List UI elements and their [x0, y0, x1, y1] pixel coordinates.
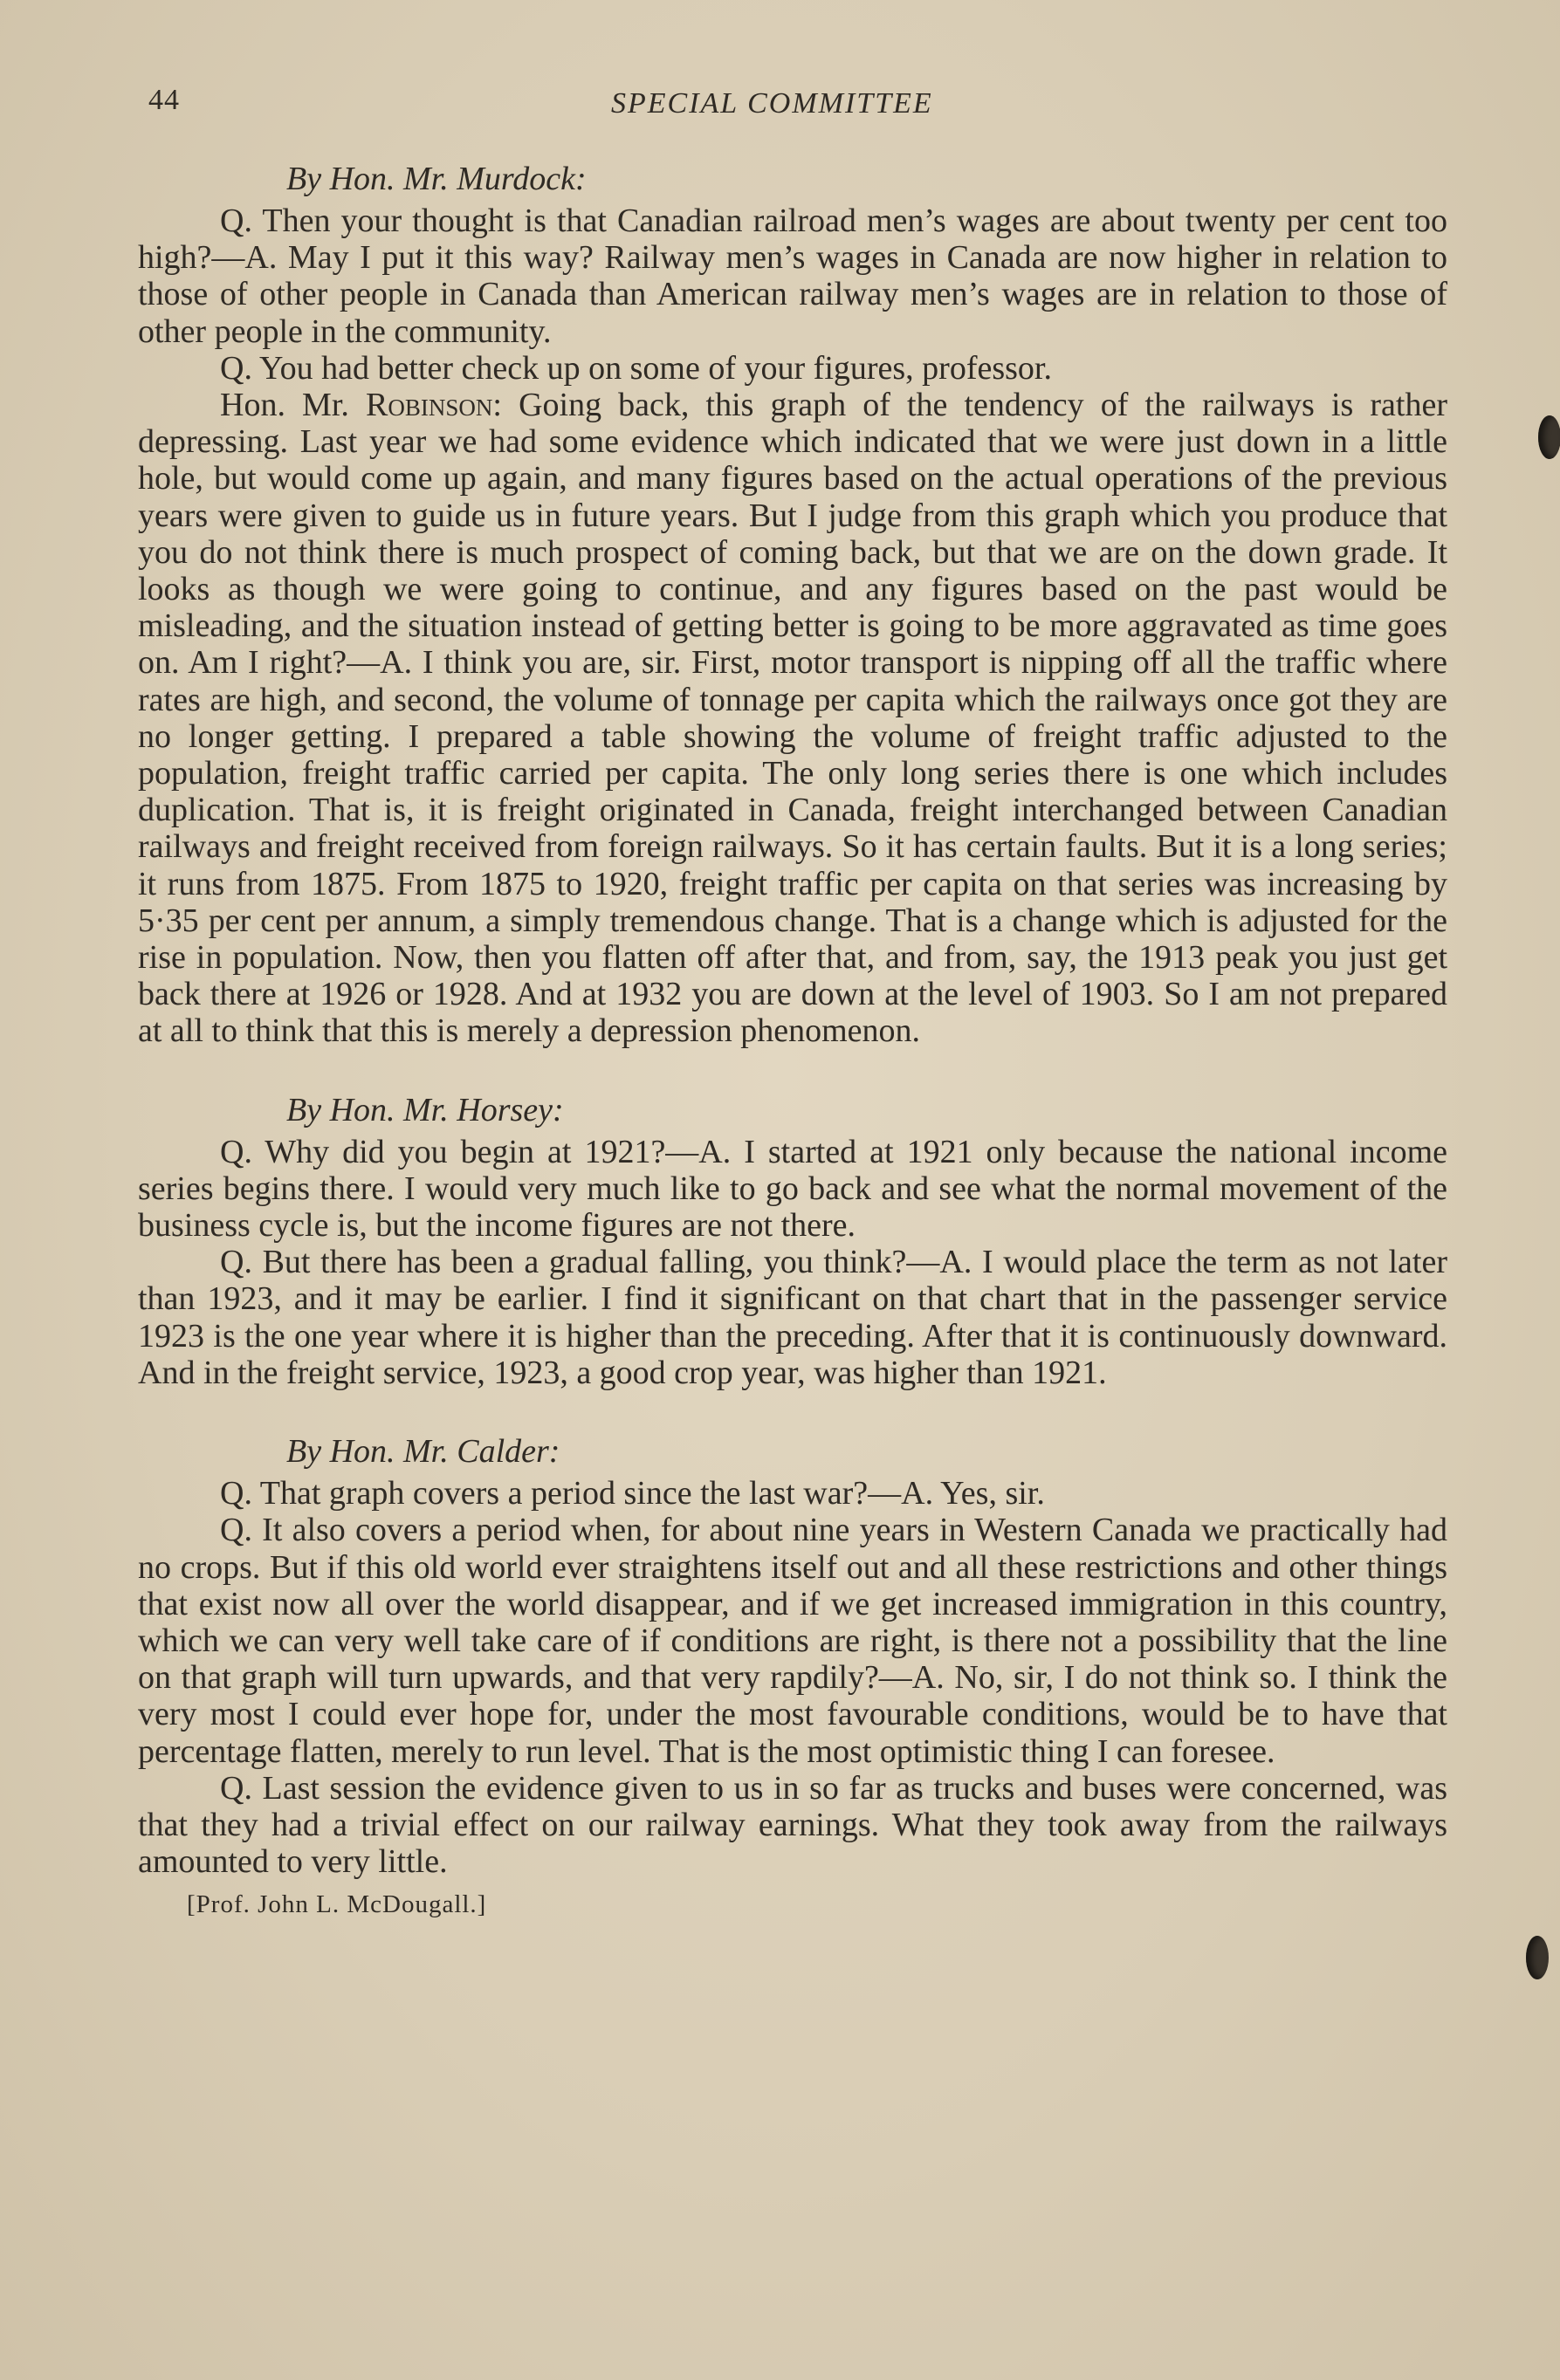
paragraph-robinson	[138, 387, 1447, 1050]
paragraph: Q. Then your thought is that Canadian railroad men’s wages are about twenty per cent too high?—A. May I put it this way? Railway men’s wages in Canada are now higher in relation to those of other people in Canada than American railway men’s wages are in relation to those of other people in the community.	[138, 202, 1447, 350]
speaker-prefix: Hon. Mr.	[220, 387, 367, 424]
speaker-heading-horsey: By Hon. Mr. Horsey:	[286, 1091, 564, 1128]
paragraph: Q. You had better check up on some of your figures, professor.	[220, 349, 1052, 387]
paragraph: Q. Last session the evidence given to us in so far as trucks and buses were concerned, was that they had a trivial effect on our railway earnings. What they took away from the railways amounted to very little.	[138, 1769, 1447, 1881]
speaker-heading-calder: By Hon. Mr. Calder:	[286, 1433, 560, 1471]
paragraph: Q. It also covers a period when, for about nine years in Western Canada we practically had no crops. But if this old world ever straightens itself out and all these restrictions and other things that exist now all over the world disappear, and if we get increased immigration in this country, which we can very well take care of if conditions are right, is there not a possibility that the line on that graph will turn upwards, and that very rapdily?—A. No, sir, I do not think so. I think the very most I could ever hope for, under the most favourable conditions, would be to have that percentage flatten, merely to run level. That is the most optimistic thing I can foresee.	[138, 1512, 1447, 1770]
statement-text: : Going back, this graph of the tendency of the railways is rather depressing. Last year we had some evidence which indicated that we were just down in a little hole, but would come up again, and many figures based on the actual operations of the previous years were given to guide us in future years. But I judge from this graph which you produce that you do not think there is much prospect of coming back, but that we are on the down grade. It looks as though we were going to continue, and any figures based on the past would be misleading, and the situation instead of getting better is going to be more aggravated as time goes on. Am I right?—A. I think you are, sir. First, motor transport is nipping off all the traffic where rates are high, and second, the volume of tonnage per capita which the railways once got they are no longer getting. I prepared a table showing the volume of freight traffic adjusted to the population, freight traffic carried per capita. The only long series there is one which includes duplication. That is, it is freight originated in Canada, freight interchanged between Canadian railways and freight received from foreign railways. So it has certain faults. But it is a long series; it runs from 1875. From 1875 to 1920, freight traffic per capita on that series was increasing by 5·35 per cent per annum, a simply tremendous change. That is a change which is adjusted for the rise in population. Now, then you flatten off after that, and from, say, the 1913 peak you just get back there at 1926 or 1928. And at 1932 you are down at the level of 1903. So I am not prepared at all to think that this is merely a depression phenomenon.	[138, 387, 1447, 1050]
punch-hole-icon	[1526, 1936, 1549, 1979]
paragraph: Q. But there has been a gradual falling, you think?—A. I would place the term as not later than 1923, and it may be earlier. I find it significant on that chart that in the passenger service 1923 is the one year where it is higher than the preceding. After that it is continuously downward. And in the freight service, 1923, a good crop year, was higher than 1921.	[138, 1244, 1447, 1391]
speaker-name-robinson: Robinson	[366, 387, 493, 424]
punch-hole-icon	[1538, 415, 1560, 459]
running-title: SPECIAL COMMITTEE	[611, 87, 933, 120]
paragraph: Q. Why did you begin at 1921?—A. I started at 1921 only because the national income series begins there. I would very much like to go back and see what the normal movement of the business cycle is, but the income figures are not there.	[138, 1133, 1447, 1245]
body-text	[138, 159, 1447, 1919]
speaker-heading-murdock: By Hon. Mr. Murdock:	[286, 161, 587, 197]
paragraph: Q. That graph covers a period since the last war?—A. Yes, sir.	[220, 1475, 1045, 1512]
page-number: 44	[148, 84, 180, 116]
witness-footer: [Prof. John L. McDougall.]	[187, 1890, 487, 1919]
page-header	[148, 84, 1458, 127]
